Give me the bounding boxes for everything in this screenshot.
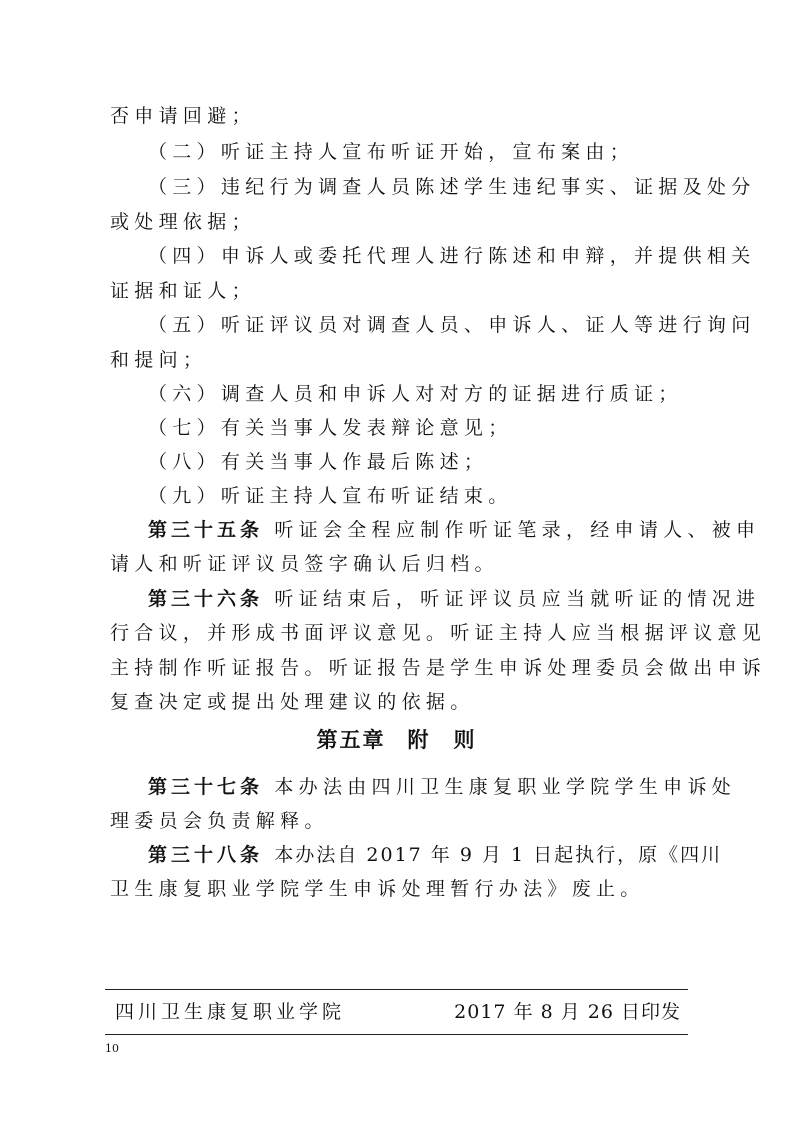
body-line: 主持制作听证报告。听证报告是学生申诉处理委员会做出申诉 — [110, 657, 767, 679]
article-36 — [148, 587, 760, 611]
article-text: 本办法由四川卫生康复职业学院学生申诉处 — [274, 776, 737, 798]
footer-top-rule — [105, 989, 688, 990]
body-line: （四）申诉人或委托代理人进行陈述和申辩，并提供相关 — [148, 245, 756, 267]
chapter-heading — [0, 727, 793, 753]
article-text: 本办法自 2017 年 9 月 1 日起执行，原《四川 — [274, 844, 723, 866]
footer-date: 2017 年 8 月 26 日印发 — [454, 1001, 681, 1023]
footer-issuer: 四川卫生康复职业学院 — [115, 1001, 346, 1023]
chapter-label: 第五章 — [316, 728, 386, 752]
article-text: 听证结束后，听证评议员应当就听证的情况进 — [274, 588, 761, 610]
body-line: 请人和听证评议员签字确认后归档。 — [110, 553, 499, 575]
body-line: 卫生康复职业学院学生申诉处理暂行办法》废止。 — [110, 878, 645, 900]
body-line: 证据和证人； — [110, 280, 256, 302]
footer-bottom-rule — [105, 1034, 688, 1035]
body-line: （九）听证主持人宣布听证结束。 — [148, 485, 513, 507]
page-number: 10 — [105, 1042, 119, 1055]
body-line: （二）听证主持人宣布听证开始，宣布案由； — [148, 141, 635, 163]
body-line: 否申请回避； — [110, 105, 256, 127]
article-35 — [148, 518, 760, 542]
article-37 — [148, 775, 736, 799]
article-heading: 第三十八条 — [148, 844, 264, 866]
body-line: 和提问； — [110, 349, 208, 371]
body-line: （八）有关当事人作最后陈述； — [148, 451, 489, 473]
article-heading: 第三十六条 — [148, 588, 264, 610]
body-line: 或处理依据； — [110, 211, 256, 233]
body-line: （七）有关当事人发表辩论意见； — [148, 417, 513, 439]
body-line: （五）听证评议员对调查人员、申诉人、证人等进行询问 — [148, 314, 756, 336]
article-text: 听证会全程应制作听证笔录，经申请人、被申 — [274, 519, 761, 541]
body-line: （六）调查人员和申诉人对对方的证据进行质证； — [148, 383, 683, 405]
body-line: （三）违纪行为调查人员陈述学生违纪事实、证据及处分 — [148, 176, 756, 198]
body-line: 复查决定或提出处理建议的依据。 — [110, 691, 475, 713]
article-heading: 第三十五条 — [148, 519, 264, 541]
body-line: 理委员会负责解释。 — [110, 810, 329, 832]
article-38 — [148, 843, 722, 867]
article-heading: 第三十七条 — [148, 776, 264, 798]
body-line: 行合议，并形成书面评议意见。听证主持人应当根据评议意见 — [110, 622, 767, 644]
chapter-name: 附 则 — [407, 728, 477, 752]
